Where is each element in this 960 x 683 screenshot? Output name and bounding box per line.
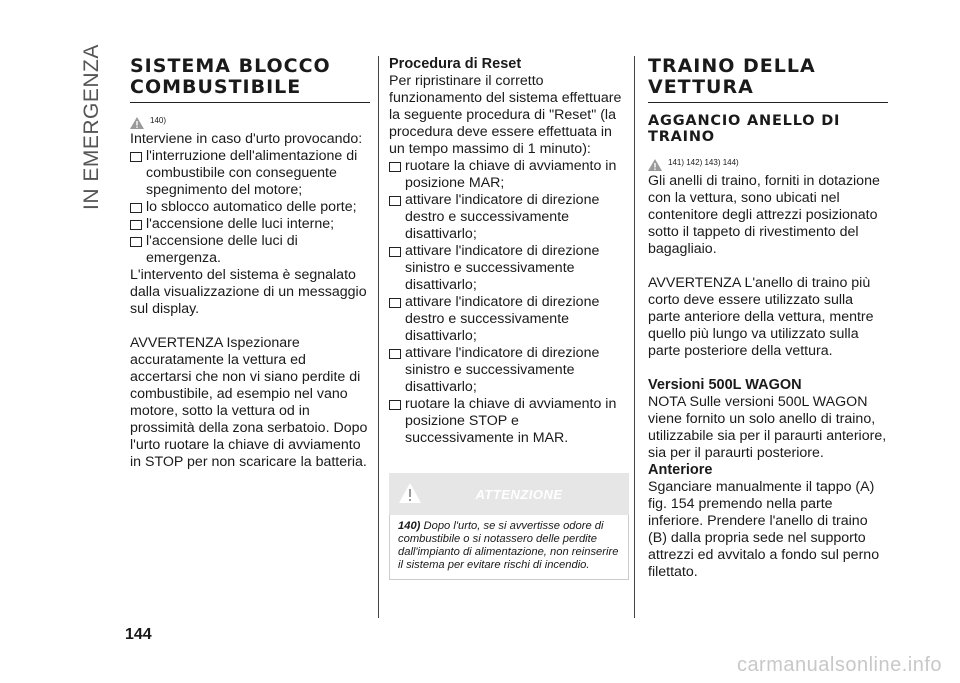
- list-item: ruotare la chiave di avviamento in posizione STOP e successivamente in MAR.: [389, 396, 629, 447]
- list-item: attivare l'indicatore di direzione sinistro e successivamente disattivarlo;: [389, 243, 629, 294]
- attention-header: [389, 473, 629, 515]
- attention-ref: 140): [398, 520, 421, 532]
- paragraph: AVVERTENZA Ispezionare accuratamente la vettura ed accertarsi che non vi siano perdite di combustibile, ad esempio nel vano motore, sotto la vettura od in prossimità della zona serbatoio. Dopo l'urto ruotare la chiave di avviamento in STOP per non scaricare la batteria.: [130, 335, 368, 470]
- subsection-heading: Anteriore: [648, 462, 713, 478]
- list-item: ruotare la chiave di avviamento in posizione MAR;: [389, 158, 629, 192]
- attention-box: [389, 473, 629, 580]
- checkbox-bullet-icon: [130, 203, 142, 213]
- checkbox-bullet-icon: [130, 152, 142, 162]
- column-reset-procedure: [389, 56, 629, 580]
- section-title: TRAINO DELLA VETTURA: [648, 56, 888, 103]
- column-divider: [634, 56, 635, 618]
- section-title: SISTEMA BLOCCO COMBUSTIBILE: [130, 56, 370, 103]
- list-item: l'accensione delle luci di emergenza.: [130, 233, 370, 267]
- column-towing: [648, 56, 888, 581]
- warning-refs: 141) 142) 143) 144): [648, 151, 888, 171]
- attention-label: ATTENZIONE: [475, 487, 563, 502]
- subsection-heading: Procedura di Reset: [389, 56, 522, 72]
- paragraph: L'intervento del sistema è segnalato dalla visualizzazione di un messaggio sul display.: [130, 267, 367, 317]
- paragraph: Gli anelli di traino, forniti in dotazione con la vettura, sono ubicati nel contenitore degli attrezzi posizionato sotto il tappeto di rivestimento del bagagliaio.: [648, 173, 880, 257]
- intro-text: Per ripristinare il corretto funzionamento del sistema effettuare la seguente procedura di "Reset" (la procedura deve essere effettuata in un tempo massimo di 1 minuto):: [389, 73, 622, 157]
- checkbox-bullet-icon: [389, 400, 401, 410]
- paragraph: AVVERTENZA L'anello di traino più corto deve essere utilizzato sulla parte anteriore della vettura, mentre quello più lungo va utilizzato sulla parte posteriore della vettura.: [648, 275, 874, 359]
- checkbox-bullet-icon: [389, 298, 401, 308]
- list-item: l'interruzione dell'alimentazione di combustibile con conseguente spegnimento del motore;: [130, 148, 370, 199]
- subsection-title: AGGANCIO ANELLO DI TRAINO: [648, 113, 841, 145]
- checkbox-bullet-icon: [389, 196, 401, 206]
- warning-refs: 140): [130, 109, 370, 129]
- column-fuel-cutoff: [130, 56, 370, 471]
- paragraph: Sganciare manualmente il tappo (A) fig. 154 premendo nella parte inferiore. Prendere l'anello di traino (B) dalla propria sede nel supporto attrezzi ed avvitalo a fondo sul perno filettato.: [648, 479, 880, 580]
- checkbox-bullet-icon: [130, 237, 142, 247]
- list-item: attivare l'indicatore di direzione destro e successivamente disattivarlo;: [389, 294, 629, 345]
- page-number: 144: [125, 626, 152, 643]
- paragraph: NOTA Sulle versioni 500L WAGON viene fornito un solo anello di traino, utilizzabile sia per il paraurti anteriore, sia per il paraurti posteriore.: [648, 394, 887, 461]
- watermark: carmanualsonline.info: [736, 654, 942, 676]
- list-item: attivare l'indicatore di direzione sinistro e successivamente disattivarlo;: [389, 345, 629, 396]
- section-side-tab: [74, 44, 104, 210]
- attention-text: 140) Dopo l'urto, se si avvertisse odore di combustibile o si notassero delle perdite dall'impianto di alimentazione, non reinserire il sistema per evitare rischi di incendio.: [389, 515, 629, 580]
- warning-icon: [648, 159, 662, 171]
- checkbox-bullet-icon: [389, 162, 401, 172]
- warning-icon: [130, 117, 144, 129]
- column-divider: [378, 56, 379, 618]
- list-item: l'accensione delle luci interne;: [130, 216, 370, 233]
- list-item: attivare l'indicatore di direzione destro e successivamente disattivarlo;: [389, 192, 629, 243]
- section-side-tab-label: IN EMERGENZA: [80, 44, 103, 210]
- intro-text: Interviene in caso d'urto provocando:: [130, 131, 363, 147]
- checkbox-bullet-icon: [389, 349, 401, 359]
- subsection-heading: Versioni 500L WAGON: [648, 377, 802, 393]
- list-item: lo sblocco automatico delle porte;: [130, 199, 370, 216]
- checkbox-bullet-icon: [130, 220, 142, 230]
- checkbox-bullet-icon: [389, 247, 401, 257]
